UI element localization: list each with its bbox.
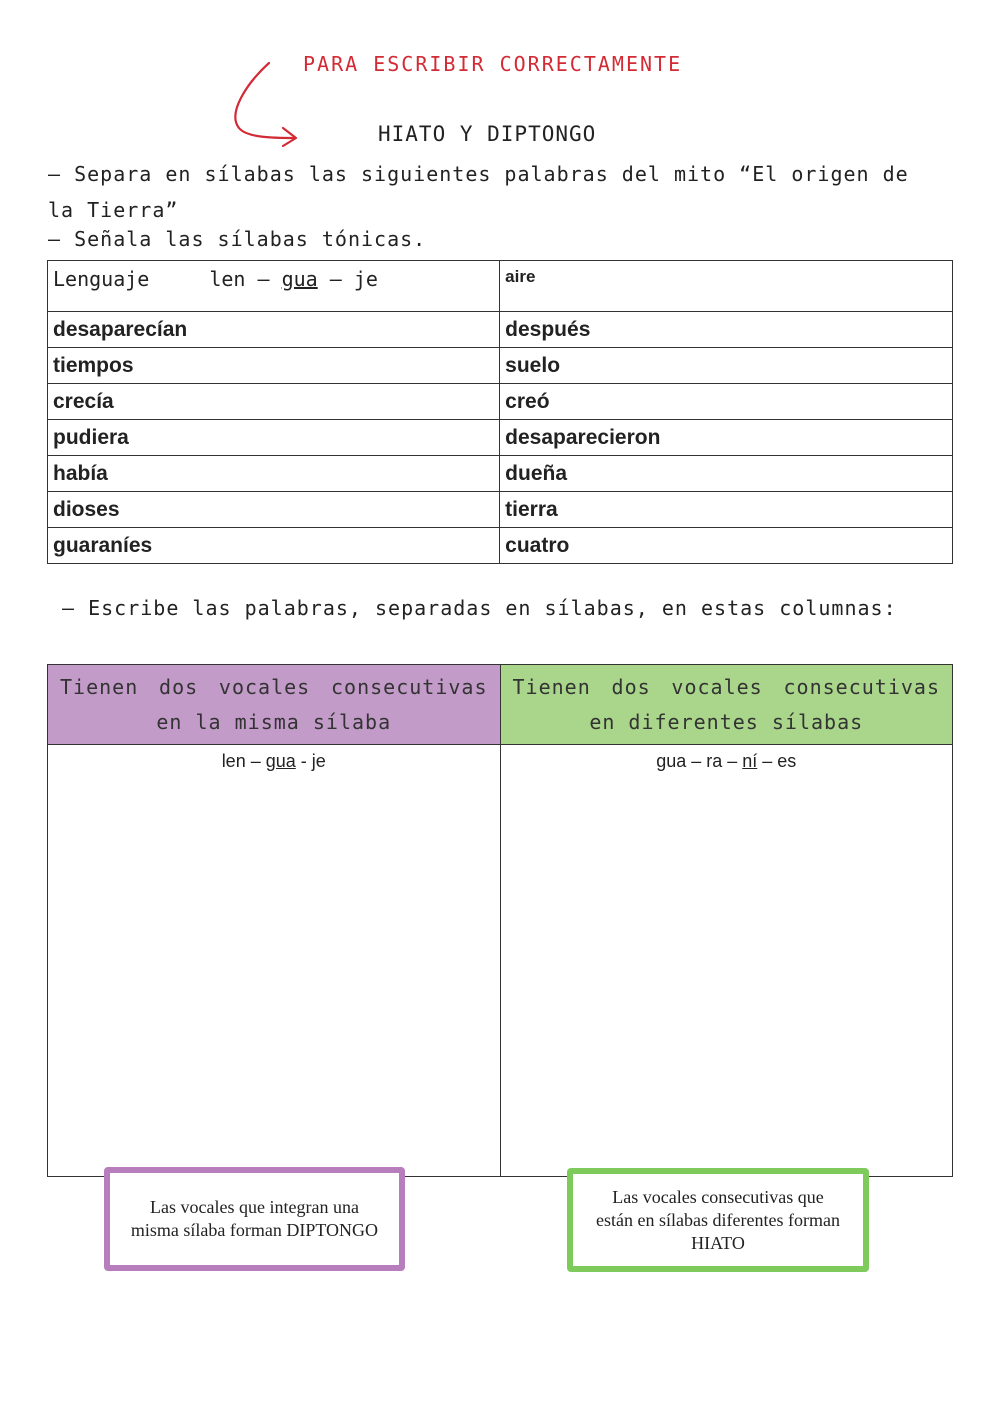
word-cell: dioses xyxy=(48,492,500,528)
instruction-stress: – Señala las sílabas tónicas. xyxy=(48,227,427,251)
table-row xyxy=(48,492,953,528)
diptongo-note-box xyxy=(104,1167,405,1271)
hiato-column-body[interactable] xyxy=(500,745,953,1177)
example-part: - je xyxy=(295,751,326,771)
word-cell: cuatro xyxy=(500,528,953,564)
diptongo-column-body[interactable] xyxy=(48,745,501,1177)
diptongo-example xyxy=(222,751,326,771)
example-word: Lenguaje xyxy=(53,267,150,291)
example-syllable-stressed: gua xyxy=(281,267,318,291)
word-cell: guaraníes xyxy=(48,528,500,564)
example-stressed: ní xyxy=(742,751,758,771)
instruction-separate: – Separa en sílabas las siguientes palabras del mito “El origen de la Tierra” xyxy=(48,162,909,222)
table-row xyxy=(48,456,953,492)
hiato-example xyxy=(656,751,796,771)
page-subtitle: HIATO Y DIPTONGO xyxy=(378,122,597,146)
word-cell: desaparecían xyxy=(48,312,500,348)
word-cell: pudiera xyxy=(48,420,500,456)
example-syllable-1: len – xyxy=(209,267,270,291)
page-title: PARA ESCRIBIR CORRECTAMENTE xyxy=(303,52,683,76)
table-row xyxy=(48,261,953,312)
example-stressed: gua xyxy=(265,751,296,771)
table-row xyxy=(48,348,953,384)
word-cell: tiempos xyxy=(48,348,500,384)
word-cell: crecía xyxy=(48,384,500,420)
example-part: – es xyxy=(757,751,797,771)
table-row xyxy=(48,745,953,1177)
hiato-note-box xyxy=(567,1168,869,1272)
hiato-note-text: Las vocales consecutivas que están en sílabas diferentes forman HIATO xyxy=(596,1186,840,1253)
example-cell xyxy=(48,261,500,312)
word-cell: dueña xyxy=(500,456,953,492)
word-cell: aire xyxy=(500,261,953,312)
table-header-row xyxy=(48,665,953,745)
example-syllable-3: – je xyxy=(329,267,378,291)
example-part: len – xyxy=(221,751,266,771)
hiato-column-header: Tienen dos vocales consecutivas en diferentes sílabas xyxy=(500,665,953,745)
classification-table xyxy=(47,664,953,1177)
diptongo-column-header: Tienen dos vocales consecutivas en la misma sílaba xyxy=(48,665,501,745)
word-cell: después xyxy=(500,312,953,348)
table-row xyxy=(48,312,953,348)
table-row xyxy=(48,384,953,420)
word-cell: desaparecieron xyxy=(500,420,953,456)
word-cell: tierra xyxy=(500,492,953,528)
word-cell: creó xyxy=(500,384,953,420)
table-row xyxy=(48,420,953,456)
word-table xyxy=(47,260,953,564)
instruction-columns: – Escribe las palabras, separadas en sílabas, en estas columnas: xyxy=(62,596,897,620)
table-row xyxy=(48,528,953,564)
example-part: gua – ra – xyxy=(656,751,743,771)
word-cell: suelo xyxy=(500,348,953,384)
example-text xyxy=(53,261,494,291)
curved-arrow-icon xyxy=(225,58,305,148)
diptongo-note-text: Las vocales que integran una misma sílaba forman DIPTONGO xyxy=(130,1197,379,1240)
word-cell: había xyxy=(48,456,500,492)
